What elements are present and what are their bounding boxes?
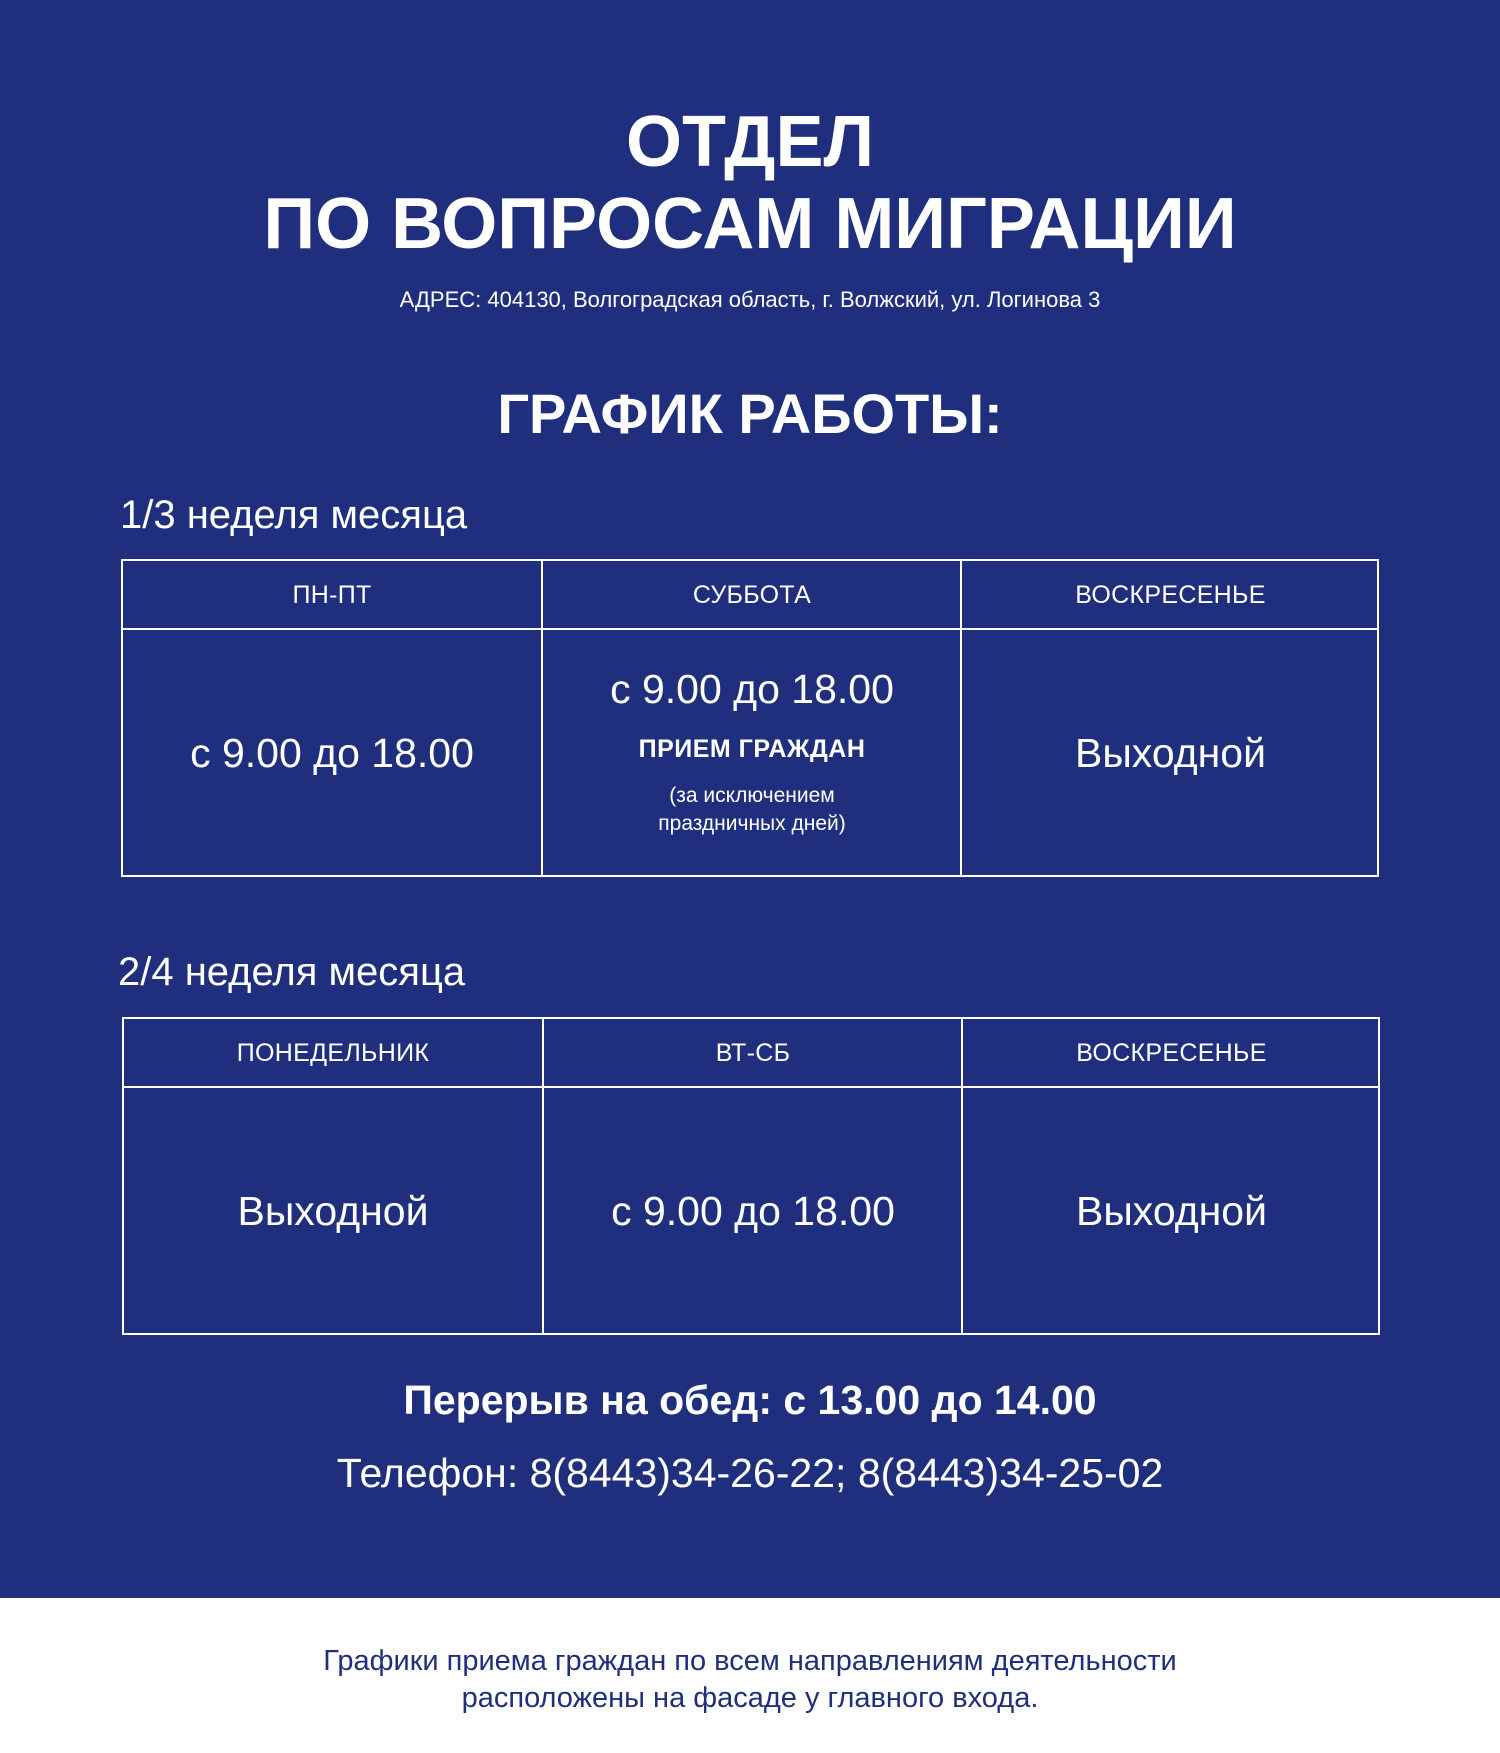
working-hours: с 9.00 до 18.00: [190, 729, 474, 776]
reception-label: ПРИЕМ ГРАЖДАН: [638, 734, 866, 763]
week-2-4-column-sunday: [961, 1019, 1380, 1333]
column-header: ПН-ПТ: [123, 561, 541, 630]
holiday-note: (за исключением праздничных дней): [658, 783, 846, 835]
week-1-3-table: [121, 559, 1379, 877]
working-hours: с 9.00 до 18.00: [611, 1187, 895, 1234]
footer-line-2: расположены на фасаде у главного входа.: [461, 1682, 1039, 1714]
column-header: ВОСКРЕСЕНЬЕ: [962, 561, 1379, 630]
column-header: ПОНЕДЕЛЬНИК: [124, 1019, 542, 1088]
column-cell: [544, 1088, 962, 1333]
week-1-3-column-sunday: [960, 561, 1379, 875]
address: АДРЕС: 404130, Волгоградская область, г. Волжский, ул. Логинова 3: [399, 287, 1101, 312]
column-cell: [543, 630, 961, 875]
working-hours: Выходной: [237, 1187, 429, 1234]
column-header: ВОСКРЕСЕНЬЕ: [963, 1019, 1380, 1088]
week-1-3-column-mon-fri: [123, 561, 541, 875]
footer-note: [0, 1598, 1500, 1753]
phone-numbers: Телефон: 8(8443)34-26-22; 8(8443)34-25-02: [336, 1450, 1164, 1496]
week-1-3-label: 1/3 неделя месяца: [120, 493, 468, 537]
column-header: ВТ-СБ: [544, 1019, 962, 1088]
week-2-4-column-monday: [124, 1019, 542, 1333]
column-header: СУББОТА: [543, 561, 961, 630]
footer-text: [0, 1643, 1500, 1717]
working-hours: с 9.00 до 18.00: [610, 665, 894, 712]
column-cell: [123, 630, 541, 875]
column-cell: [124, 1088, 542, 1333]
week-1-3-column-saturday: [541, 561, 961, 875]
schedule-heading: ГРАФИК РАБОТЫ:: [497, 382, 1003, 445]
week-2-4-label: 2/4 неделя месяца: [118, 950, 466, 994]
footer-line-1: Графики приема граждан по всем направлениям деятельности: [323, 1645, 1177, 1677]
week-2-4-table: [122, 1017, 1380, 1335]
working-hours: Выходной: [1074, 729, 1267, 776]
title-line-2: ПО ВОПРОСАМ МИГРАЦИИ: [263, 184, 1237, 264]
title-line-1: ОТДЕЛ: [625, 102, 875, 182]
column-cell: [962, 630, 1379, 875]
working-hours: Выходной: [1075, 1187, 1268, 1234]
column-cell: [963, 1088, 1380, 1333]
lunch-break: Перерыв на обед: с 13.00 до 14.00: [403, 1377, 1097, 1423]
week-2-4-column-tue-sat: [542, 1019, 962, 1333]
